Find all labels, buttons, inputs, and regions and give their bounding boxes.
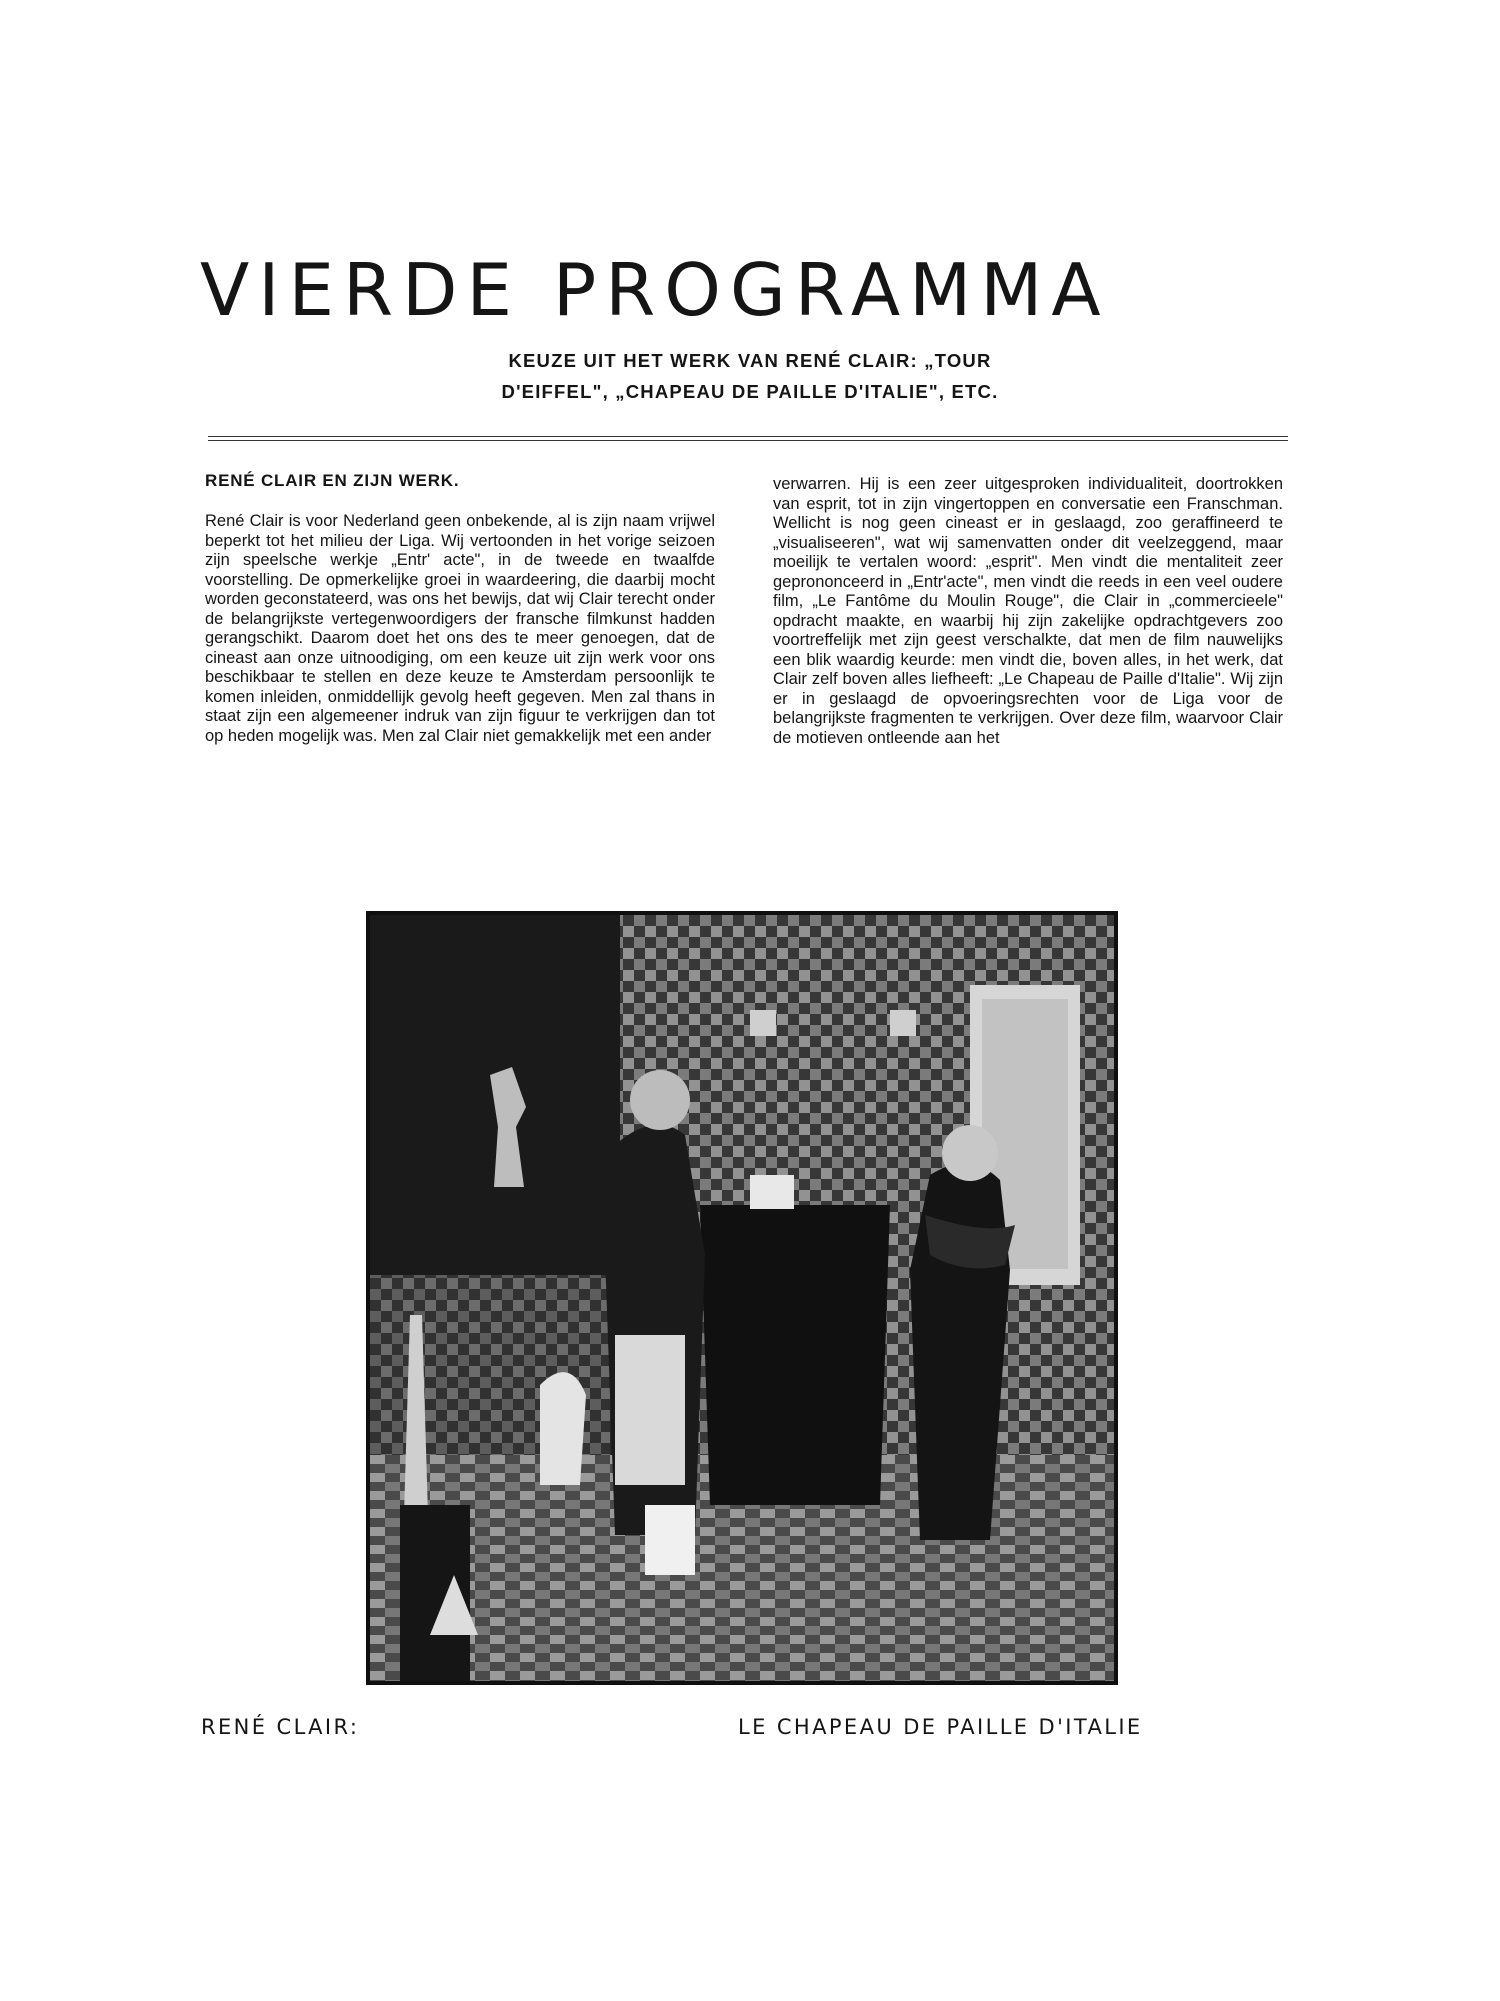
photo-caption-right: LE CHAPEAU DE PAILLE D'ITALIE [738, 1715, 1143, 1739]
subtitle [200, 345, 1300, 407]
photo-caption-left: RENÉ CLAIR: [201, 1715, 360, 1739]
article-column-left: René Clair is voor Nederland geen onbekende, al is zijn naam vrijwel beperkt tot het milieu der Liga. Wij vertoonden in het vorige seizoen zijn speelsche werkje „Entr' acte", in de tweede en twaalfde voorstelling. De opmerkelijke groei in waardeering, die daarbij mocht worden geconstateerd, was ons het bewijs, dat wij Clair terecht onder de belangrijkste vertegenwoordigers der fransche filmkunst hadden gerangschikt. Daarom doet het ons des te meer genoegen, dat de cineast aan onze uitnoodiging, om een keuze uit zijn werk voor ons beschikbaar te stellen en deze keuze te Amsterdam persoonlijk te komen inleiden, onmiddellijk gevolg heeft gegeven. Men zal thans in staat zijn een algemeener indruk van zijn figuur te verkrijgen dan tot op heden mogelijk was. Men zal Clair niet gemakkelijk met een ander [205, 512, 715, 745]
subtitle-line-1: KEUZE UIT HET WERK VAN RENÉ CLAIR: „TOUR [508, 350, 992, 371]
article-column-right: verwarren. Hij is een zeer uitgesproken individualiteit, doortrokken van esprit, tot in zijn vingertoppen en conversatie een Franschman. Wellicht is nog geen cineast er in geslaagd, zoo geraffineerd te „visualiseeren", wat wij samenvatten onder dit veelzeggend, maar moeilijk te vertalen woord: „esprit". Men vindt die mentaliteit zeer geprononceerd in „Entr'acte", men vindt die reeds in een veel oudere film, „Le Fantôme du Moulin Rouge", die Clair in „commercieele" opdracht maakte, en waarbij hij zijn zakelijke opdrachtgevers zoo voortreffelijk met zijn geest verschalkte, dat men de film nauwelijks een blik waardig keurde: men vindt die, boven alles, in het werk, dat Clair zelf boven alles liefheeft: „Le Chapeau de Paille d'Italie". Wij zijn er in geslaagd de opvoeringsrechten voor de Liga voor de belangrijkste fragmenten te verkrijgen. Over deze film, waarvoor Clair de motieven ontleende aan het [773, 475, 1283, 747]
divider-rule [208, 440, 1288, 441]
article-heading: RENÉ CLAIR EN ZIJN WERK. [205, 471, 460, 490]
film-still-photo [366, 911, 1118, 1685]
page-title: VIERDE PROGRAMMA [200, 248, 1110, 332]
subtitle-line-2: D'EIFFEL", „CHAPEAU DE PAILLE D'ITALIE", ETC. [501, 381, 999, 402]
divider-rule [208, 436, 1288, 437]
